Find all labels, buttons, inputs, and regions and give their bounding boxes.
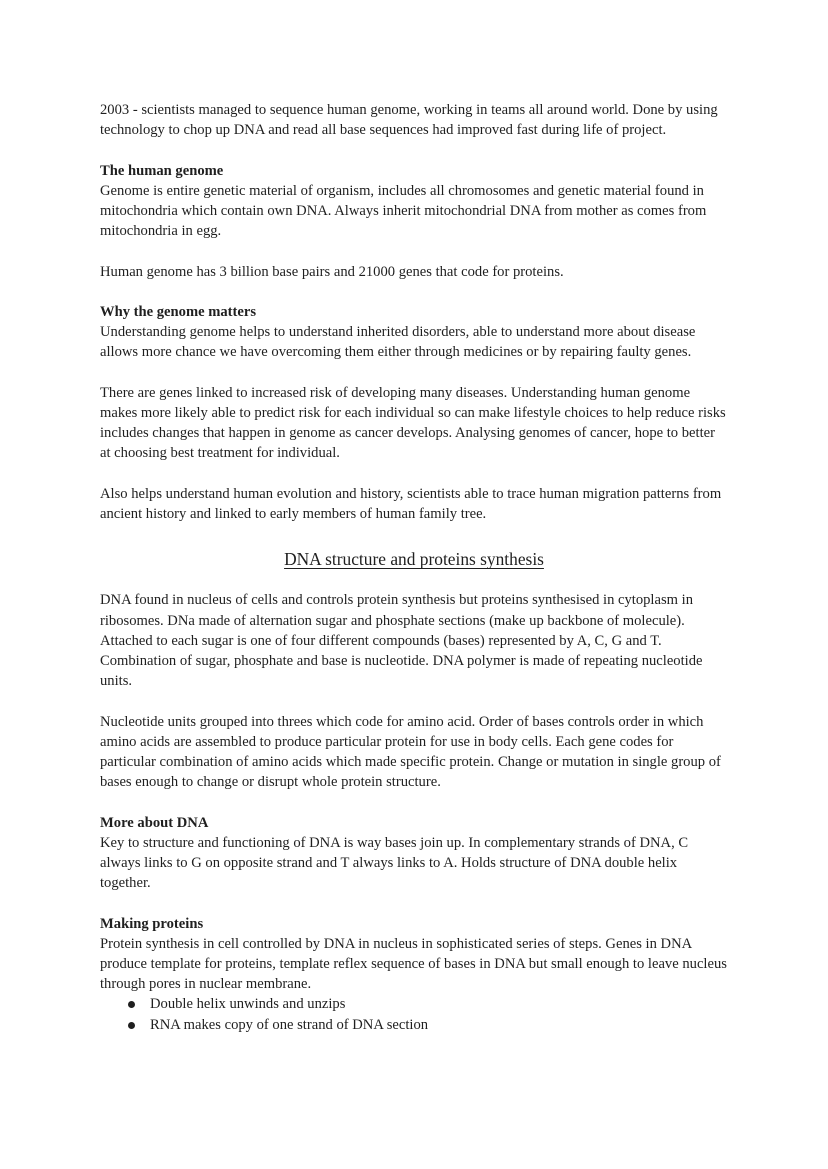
spacer [100, 691, 728, 711]
bullet-icon [128, 1022, 135, 1029]
human-genome-paragraph-1: Genome is entire genetic material of organism, includes all chromosomes and genetic material found in mitochondria which contain own DNA. Always inherit mitochondrial DNA from mother as comes from mitochondria in egg. [100, 182, 707, 240]
making-proteins-paragraph: Protein synthesis in cell controlled by DNA in nucleus in sophisticated series of steps. Genes in DNA produce template for proteins, template reflex sequence of bases in DNA but small enough to leave nucleus through pores in nuclear membrane. [100, 935, 727, 993]
spacer [100, 363, 728, 383]
spacer [100, 241, 728, 261]
list-item [100, 1015, 728, 1035]
list-item [100, 994, 728, 1014]
bullet-list [100, 994, 728, 1034]
human-genome-paragraph-2: Human genome has 3 billion base pairs and 21000 genes that code for proteins. [100, 263, 564, 280]
spacer [100, 792, 728, 812]
genome-matters-paragraph-2: There are genes linked to increased risk of developing many diseases. Understanding human genome makes more likely able to predict risk for each individual so can make lifestyle choices to help reduce risks includes changes that happen in genome as cancer develops. Analysing genomes of cancer, hope to better at choosing best treatment for individual. [100, 384, 726, 462]
genome-matters-paragraph-3: Also helps understand human evolution and history, scientists able to trace human migration patterns from ancient history and linked to early members of human family tree. [100, 485, 722, 522]
list-item-text: RNA makes copy of one strand of DNA section [150, 1016, 429, 1033]
spacer [100, 140, 728, 160]
spacer [100, 282, 728, 302]
list-item-text: Double helix unwinds and unzips [150, 996, 346, 1013]
section-title: DNA structure and proteins synthesis [284, 549, 544, 570]
genome-matters-paragraph-1: Understanding genome helps to understand inherited disorders, able to understand more about disease allows more chance we have overcoming them either through medicines or by repairing faulty genes. [100, 324, 696, 361]
spacer [100, 893, 728, 913]
spacer [100, 464, 728, 484]
intro-paragraph: 2003 - scientists managed to sequence human genome, working in teams all around world. Done by using technology to chop up DNA and read all base sequences had improved fast during life of project. [100, 102, 718, 139]
heading-human-genome: The human genome [100, 162, 224, 179]
bullet-icon [128, 1001, 135, 1008]
more-about-dna-paragraph: Key to structure and functioning of DNA is way bases join up. In complementary strands of DNA, C always links to G on opposite strand and T always links to A. Holds structure of DNA double helix together. [100, 834, 689, 892]
heading-more-about-dna: More about DNA [100, 814, 209, 831]
dna-structure-paragraph-1: DNA found in nucleus of cells and controls protein synthesis but proteins synthesised in cytoplasm in ribosomes. DNa made of alternation sugar and phosphate sections (make up backbone of molecule). Attached to each sugar is one of four different compounds (bases) represented by A, C, G and T. Combination of sugar, phosphate and base is nucleotide. DNA polymer is made of repeating nucleotide units. [100, 592, 703, 690]
spacer [100, 572, 728, 590]
spacer [100, 524, 728, 544]
heading-making-proteins: Making proteins [100, 915, 204, 932]
dna-structure-paragraph-2: Nucleotide units grouped into threes which code for amino acid. Order of bases controls order in which amino acids are assembled to produce particular protein for use in body cells. Each gene codes for particular combination of amino acids which made specific protein. Change or mutation in single group of bases enough to change or disrupt whole protein structure. [100, 713, 721, 791]
document-page [100, 100, 728, 1035]
heading-genome-matters: Why the genome matters [100, 303, 257, 320]
